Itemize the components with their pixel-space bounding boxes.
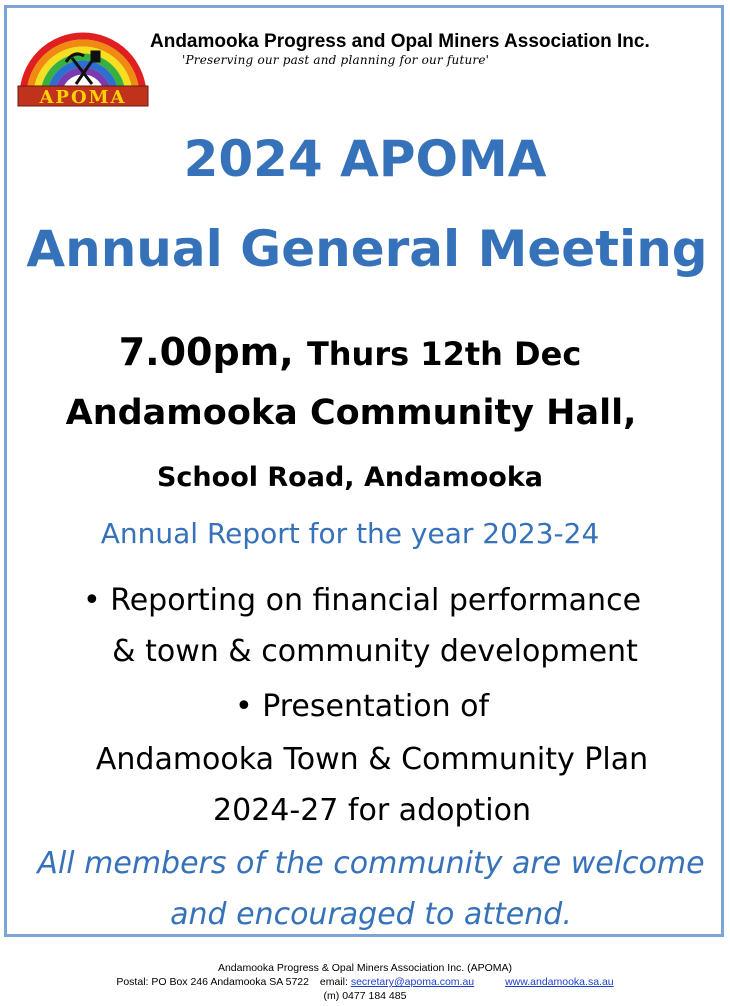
agenda-item-2-line-3: 2024-27 for adoption [213,793,531,828]
welcome-line-1: All members of the community are welcome [37,846,705,881]
meeting-venue: Andamooka Community Hall, [65,393,637,433]
footer-postal: Postal: PO Box 246 Andamooka SA 5722 [116,976,309,988]
meeting-day: Thurs 12th Dec [306,335,582,373]
annual-report-heading: Annual Report for the year 2023-24 [100,517,600,550]
footer-phone: (m) 0477 184 485 [323,990,407,1002]
logo-text: APOMA [39,87,127,108]
bullet-icon: • [234,689,253,724]
footer-contact [0,976,730,988]
agenda-item-2 [0,689,727,724]
meeting-address: School Road, Andamooka [156,462,544,493]
organisation-tagline: 'Preserving our past and planning for our future' [182,53,490,67]
agenda-item-1-line-1: Reporting on financial performance [110,583,642,618]
apoma-logo [14,26,152,108]
title-meeting: Annual General Meeting [26,220,708,278]
bullet-icon: • [82,583,101,618]
footer-website-link[interactable]: www.andamooka.sa.au [505,976,614,988]
footer-email-label: email: [319,976,348,988]
title-year: 2024 APOMA [183,130,547,188]
agenda-item-1 [0,583,727,618]
footer-org-name: Andamooka Progress & Opal Miners Association Inc. (APOMA) [217,962,513,974]
meeting-datetime [0,330,715,374]
footer-email-link[interactable]: secretary@apoma.com.au [350,976,475,988]
meeting-time: 7.00pm, [118,330,294,374]
agenda-item-1-line-2: & town & community development [112,634,638,669]
agenda-item-2-line-2: Andamooka Town & Community Plan [95,742,649,777]
welcome-line-2: and encouraged to attend. [170,897,572,932]
organisation-name: Andamooka Progress and Opal Miners Association Inc. [150,31,650,52]
agenda-item-2-line-1: Presentation of [262,689,490,724]
